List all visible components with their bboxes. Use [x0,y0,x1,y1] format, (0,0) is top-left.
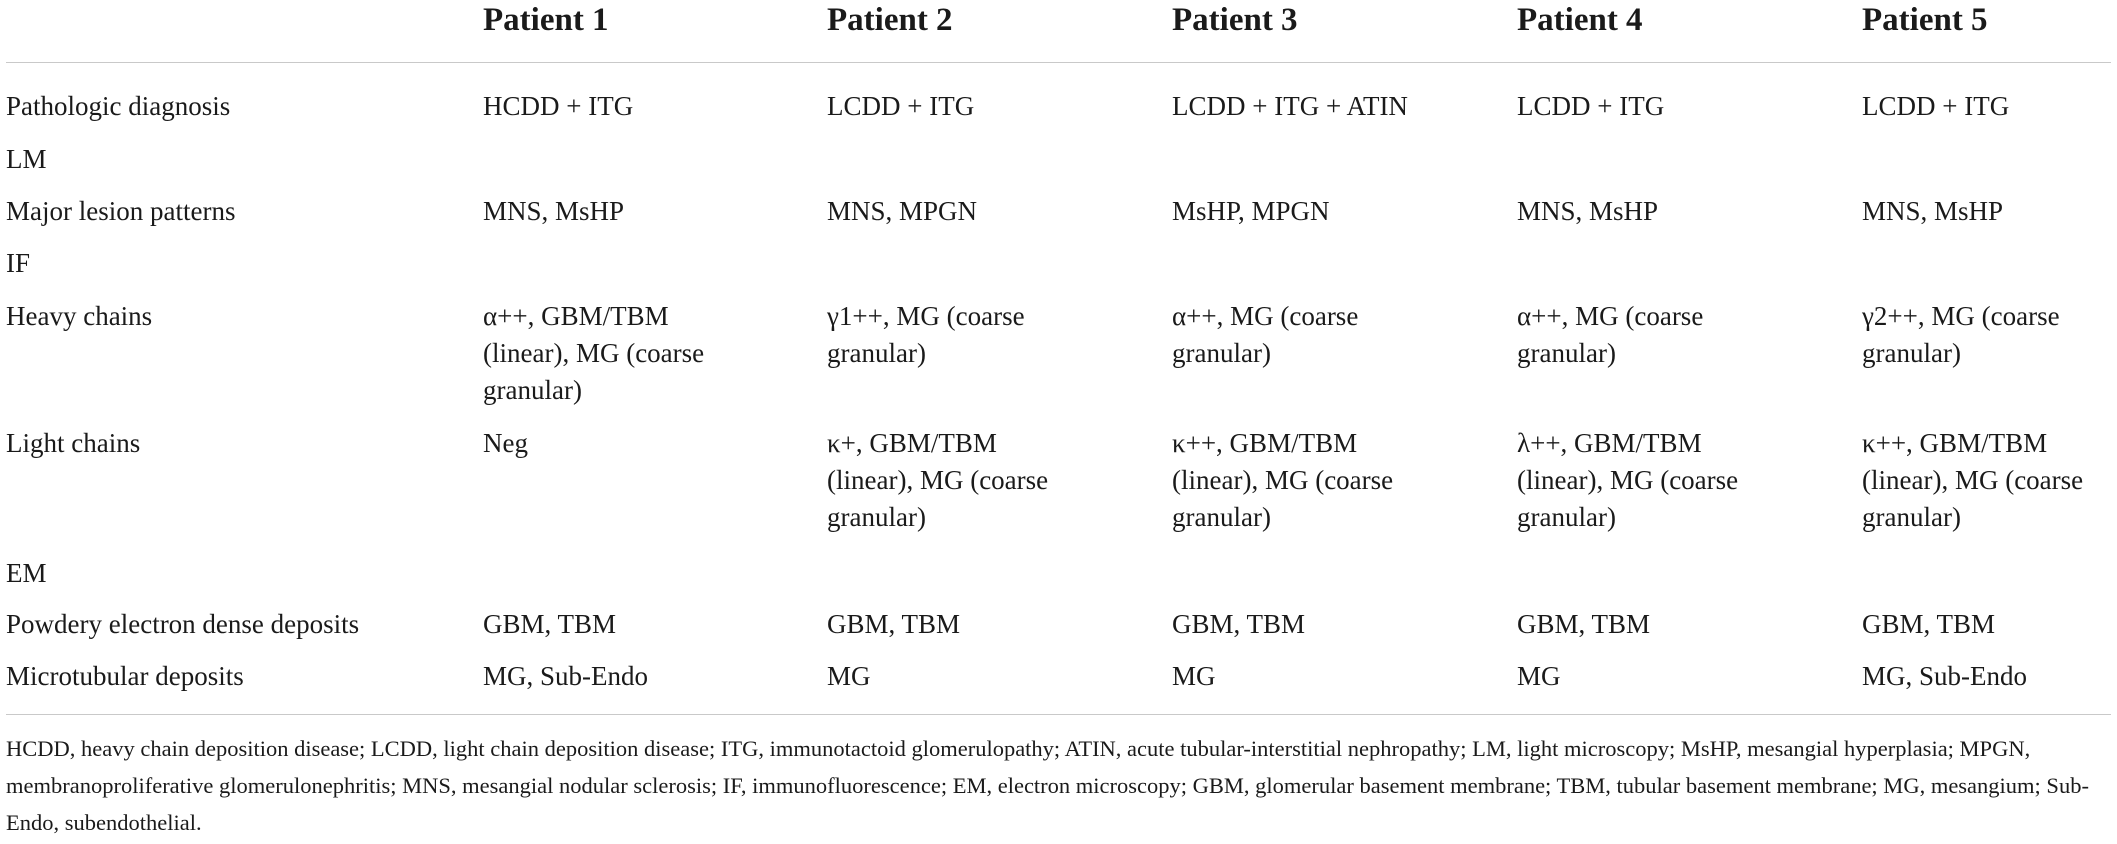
table-cell: κ++, GBM/TBM (linear), MG (coarse granular) [1172,428,1394,532]
table-cell: α++, MG (coarse granular) [1517,301,1704,368]
table-cell: γ1++, MG (coarse granular) [827,301,1025,368]
table-bottom-divider [6,714,2111,715]
table-header-row [0,0,2117,45]
table-cell: MG [1172,661,1216,691]
header-divider [6,62,2111,63]
table-cell: Neg [483,428,528,458]
table-section-row [0,555,2117,595]
row-label: Light chains [6,428,141,458]
section-label: EM [6,558,47,588]
table-cell: GBM, TBM [1517,609,1651,639]
row-label: Powdery electron dense deposits [6,609,360,639]
table-cell: MsHP, MPGN [1172,196,1330,226]
table-cell: κ++, GBM/TBM (linear), MG (coarse granular) [1862,428,2084,532]
table-cell: LCDD + ITG [1517,91,1665,121]
section-label: IF [6,248,31,278]
table-cell: GBM, TBM [1862,609,1996,639]
table-cell: LCDD + ITG [1862,91,2010,121]
header-patient-3: Patient 3 [1172,2,1298,38]
table-cell: MNS, MsHP [1517,196,1659,226]
table-cell: HCDD + ITG [483,91,634,121]
row-label: Pathologic diagnosis [6,91,231,121]
table-cell: γ2++, MG (coarse granular) [1862,301,2060,368]
header-patient-5: Patient 5 [1862,2,1988,38]
header-patient-1: Patient 1 [483,2,609,38]
table-cell: α++, MG (coarse granular) [1172,301,1359,368]
table-cell: κ+, GBM/TBM (linear), MG (coarse granular) [827,428,1049,532]
table-row [0,88,2117,128]
table-footnote: HCDD, heavy chain deposition disease; LCDD, light chain deposition disease; ITG, immunotactoid glomerulopathy; ATIN, acute tubular-interstitial nephropathy; LM, light microscopy; MsHP, mesangial hyperplasia; MPGN, membranoproliferative glomerulonephritis; MNS, mesangial nodular sclerosis; IF, immunofluorescence; EM, electron microscopy; GBM, glomerular basement membrane; TBM, tubular basement membrane; MG, mesangium; Sub-Endo, subendothelial. [6,736,2089,835]
table-cell: MG, Sub-Endo [483,661,649,691]
table-cell: LCDD + ITG [827,91,975,121]
table-cell: GBM, TBM [827,609,961,639]
table-row [0,658,2117,698]
table-row [0,193,2117,233]
table-row [0,425,2117,540]
table-row [0,298,2117,413]
table-row [0,606,2117,646]
table-cell: MG, Sub-Endo [1862,661,2028,691]
table-cell: MNS, MsHP [1862,196,2004,226]
header-patient-4: Patient 4 [1517,2,1643,38]
row-label: Heavy chains [6,301,153,331]
row-label: Major lesion patterns [6,196,236,226]
section-label: LM [6,144,47,174]
table-cell: α++, GBM/TBM (linear), MG (coarse granular) [483,301,705,405]
header-patient-2: Patient 2 [827,2,953,38]
table-cell: MG [1517,661,1561,691]
table-cell: MNS, MPGN [827,196,978,226]
table-cell: λ++, GBM/TBM (linear), MG (coarse granular) [1517,428,1739,532]
row-label: Microtubular deposits [6,661,244,691]
table-cell: GBM, TBM [1172,609,1306,639]
table-cell: GBM, TBM [483,609,617,639]
table-section-row [0,245,2117,285]
table-cell: LCDD + ITG + ATIN [1172,91,1408,121]
table-cell: MG [827,661,871,691]
table-cell: MNS, MsHP [483,196,625,226]
table-section-row [0,141,2117,181]
